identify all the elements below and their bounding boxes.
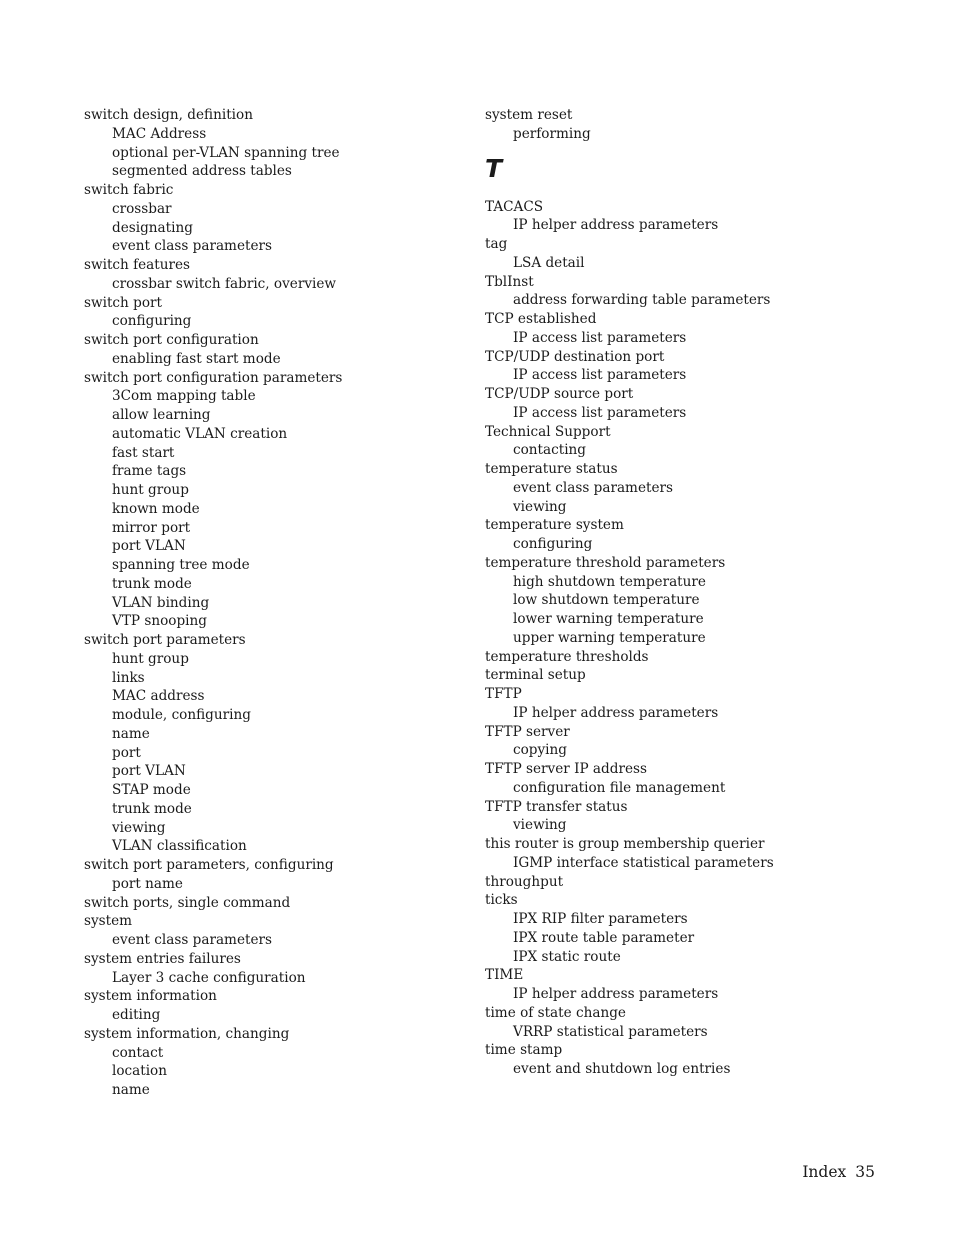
index-entry: system information: [84, 988, 217, 1005]
index-entry: switch port: [84, 294, 162, 311]
index-entry: TIME: [485, 967, 524, 984]
index-subentry: known mode: [112, 500, 200, 517]
index-entry: throughput: [485, 873, 564, 890]
footer-section-label: Index: [802, 1163, 847, 1181]
index-subentry: viewing: [112, 819, 166, 836]
index-subentry: IP helper address parameters: [513, 704, 719, 721]
index-subentry: module, configuring: [112, 707, 251, 723]
index-subentry: IP access list parameters: [513, 404, 687, 421]
index-entry: switch port parameters: [84, 632, 246, 648]
index-subentry: editing: [112, 1007, 161, 1023]
index-subentry: frame tags: [112, 463, 187, 480]
index-entry: Technical Support: [485, 423, 611, 440]
index-subentry: contacting: [513, 442, 587, 459]
index-subentry: IP access list parameters: [513, 367, 687, 384]
index-subentry: name: [112, 725, 150, 742]
index-entry: TFTP server IP address: [485, 761, 647, 777]
index-entry: temperature threshold parameters: [485, 554, 726, 571]
index-entry: temperature thresholds: [485, 648, 649, 665]
index-subentry: crossbar switch fabric, overview: [112, 275, 337, 292]
index-subentry: LSA detail: [513, 254, 585, 271]
index-subentry: port name: [112, 875, 183, 892]
index-subentry: IGMP interface statistical parameters: [513, 854, 774, 871]
index-subentry: mirror port: [112, 519, 191, 536]
index-entry: temperature status: [485, 461, 618, 477]
index-subentry: trunk mode: [112, 800, 192, 817]
index-subentry: port: [112, 744, 141, 761]
index-subentry: crossbar: [112, 200, 172, 217]
index-entry: TCP/UDP destination port: [485, 348, 665, 365]
index-subentry: IP access list parameters: [513, 329, 687, 346]
index-group-system: [485, 106, 905, 144]
index-subentry: event and shutdown log entries: [513, 1061, 731, 1077]
index-entry: time stamp: [485, 1042, 563, 1059]
index-subentry: hunt group: [112, 650, 189, 667]
index-subentry: IP helper address parameters: [513, 217, 719, 234]
index-subentry: viewing: [513, 817, 567, 834]
index-subentry: upper warning temperature: [513, 629, 706, 646]
page-number: 35: [855, 1163, 875, 1181]
page-footer: [760, 1162, 875, 1182]
index-subentry: VTP snooping: [112, 613, 207, 630]
section-letter-heading: T: [485, 153, 503, 183]
index-subentry: name: [112, 1082, 150, 1098]
index-entry: switch port parameters, configuring: [84, 857, 334, 873]
index-entry: system: [84, 913, 133, 930]
index-subentry: event class parameters: [112, 238, 272, 255]
index-subentry: address forwarding table parameters: [513, 292, 771, 309]
index-subentry: IPX route table parameter: [513, 929, 695, 946]
index-subentry: VRRP statistical parameters: [513, 1023, 708, 1040]
index-subentry: port VLAN: [112, 538, 186, 555]
index-subentry: IPX RIP filter parameters: [513, 911, 688, 927]
index-entry: temperature system: [485, 517, 624, 534]
index-subentry: IPX static route: [513, 948, 621, 965]
index-subentry: fast start: [112, 444, 175, 461]
index-entry: system reset: [485, 107, 573, 123]
index-subentry: enabling fast start mode: [112, 350, 281, 367]
index-entry: switch features: [84, 257, 191, 273]
index-subentry: trunk mode: [112, 575, 192, 592]
index-subentry: event class parameters: [513, 479, 673, 496]
index-subentry: performing: [513, 125, 591, 142]
index-subentry: configuration file management: [513, 779, 726, 796]
index-column-left: [84, 106, 464, 1100]
index-entry: switch port configuration parameters: [84, 369, 343, 386]
index-entry: this router is group membership querier: [485, 836, 765, 852]
index-entry: TACACS: [485, 198, 544, 215]
index-subentry: automatic VLAN creation: [112, 425, 288, 442]
index-subentry: configuring: [112, 313, 192, 330]
index-subentry: VLAN classification: [112, 838, 247, 855]
index-entry: switch fabric: [84, 182, 174, 198]
index-subentry: viewing: [513, 498, 567, 515]
index-subentry: event class parameters: [112, 932, 272, 948]
index-column-right: [485, 106, 905, 1079]
index-subentry: copying: [513, 742, 567, 759]
index-group-t: [485, 198, 905, 1079]
index-entry: TCP/UDP source port: [485, 386, 634, 402]
index-subentry: links: [112, 669, 145, 686]
index-subentry: low shutdown temperature: [513, 592, 700, 609]
index-entry: TblInst: [485, 273, 534, 290]
index-entry: system entries failures: [84, 950, 241, 967]
index-entry: switch port configuration: [84, 332, 259, 348]
index-entry: switch ports, single command: [84, 894, 291, 911]
index-subentry: designating: [112, 219, 193, 236]
index-subentry: allow learning: [112, 407, 211, 423]
index-subentry: lower warning temperature: [513, 611, 704, 627]
index-entry: time of state change: [485, 1004, 626, 1021]
index-entry: tag: [485, 236, 508, 252]
index-entry: TFTP server: [485, 723, 570, 740]
index-subentry: contact: [112, 1044, 164, 1061]
index-subentry: hunt group: [112, 482, 189, 498]
index-entry: TFTP: [485, 686, 522, 702]
index-subentry: high shutdown temperature: [513, 573, 706, 590]
index-subentry: optional per-VLAN spanning tree: [112, 144, 340, 161]
index-subentry: MAC Address: [112, 125, 207, 142]
index-entry: terminal setup: [485, 667, 586, 684]
index-subentry: spanning tree mode: [112, 557, 250, 573]
index-subentry: MAC address: [112, 688, 205, 705]
index-entry: TFTP transfer status: [485, 798, 628, 815]
index-subentry: IP helper address parameters: [513, 986, 719, 1002]
index-subentry: port VLAN: [112, 763, 186, 780]
index-subentry: VLAN binding: [112, 594, 210, 611]
index-entry: system information, changing: [84, 1025, 290, 1042]
index-subentry: segmented address tables: [112, 163, 292, 180]
index-subentry: STAP mode: [112, 782, 191, 798]
index-entry: switch design, definition: [84, 107, 253, 123]
index-subentry: location: [112, 1063, 167, 1080]
index-entry: ticks: [485, 892, 518, 909]
index-subentry: 3Com mapping table: [112, 388, 256, 405]
index-entry: TCP established: [485, 311, 597, 327]
index-subentry: configuring: [513, 536, 593, 552]
index-subentry: Layer 3 cache configuration: [112, 969, 306, 986]
